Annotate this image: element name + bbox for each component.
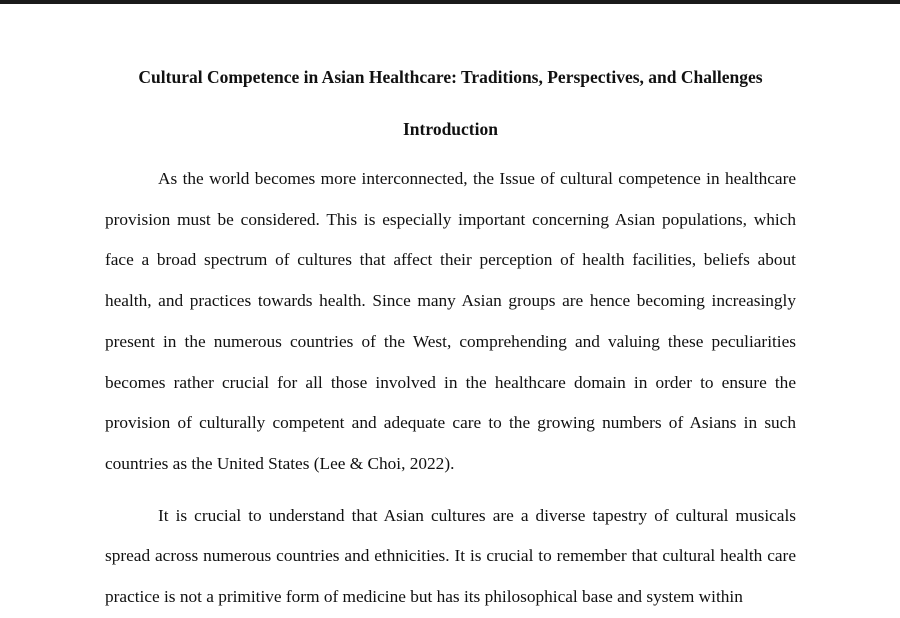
document-title: Cultural Competence in Asian Healthcare: Traditions, Perspectives, and Challenges: [138, 67, 763, 87]
body-paragraph-1: As the world becomes more interconnected, the Issue of cultural competence in healthcare provision must be considered. This is especially important concerning Asian populations, which face a broad spectrum of cultures that affect their perception of health facilities, beliefs about health, and practices towards health. Since many Asian groups are hence becoming increasingly present in the numerous countries of the West, comprehending and valuing these peculiarities becomes rather crucial for all those involved in the healthcare domain in order to ensure the provision of culturally competent and adequate care to the growing numbers of Asians in such countries as the United States (Lee & Choi, 2022).: [105, 169, 796, 473]
window-top-border: [0, 0, 900, 4]
section-heading-introduction: Introduction: [403, 119, 498, 139]
document-page: [105, 55, 796, 618]
body-paragraph-2: It is crucial to understand that Asian cultures are a diverse tapestry of cultural musicals spread across numerous countries and ethnicities. It is crucial to remember that cultural health care practice is not a primitive form of medicine but has its philosophical base and system within: [105, 505, 796, 607]
